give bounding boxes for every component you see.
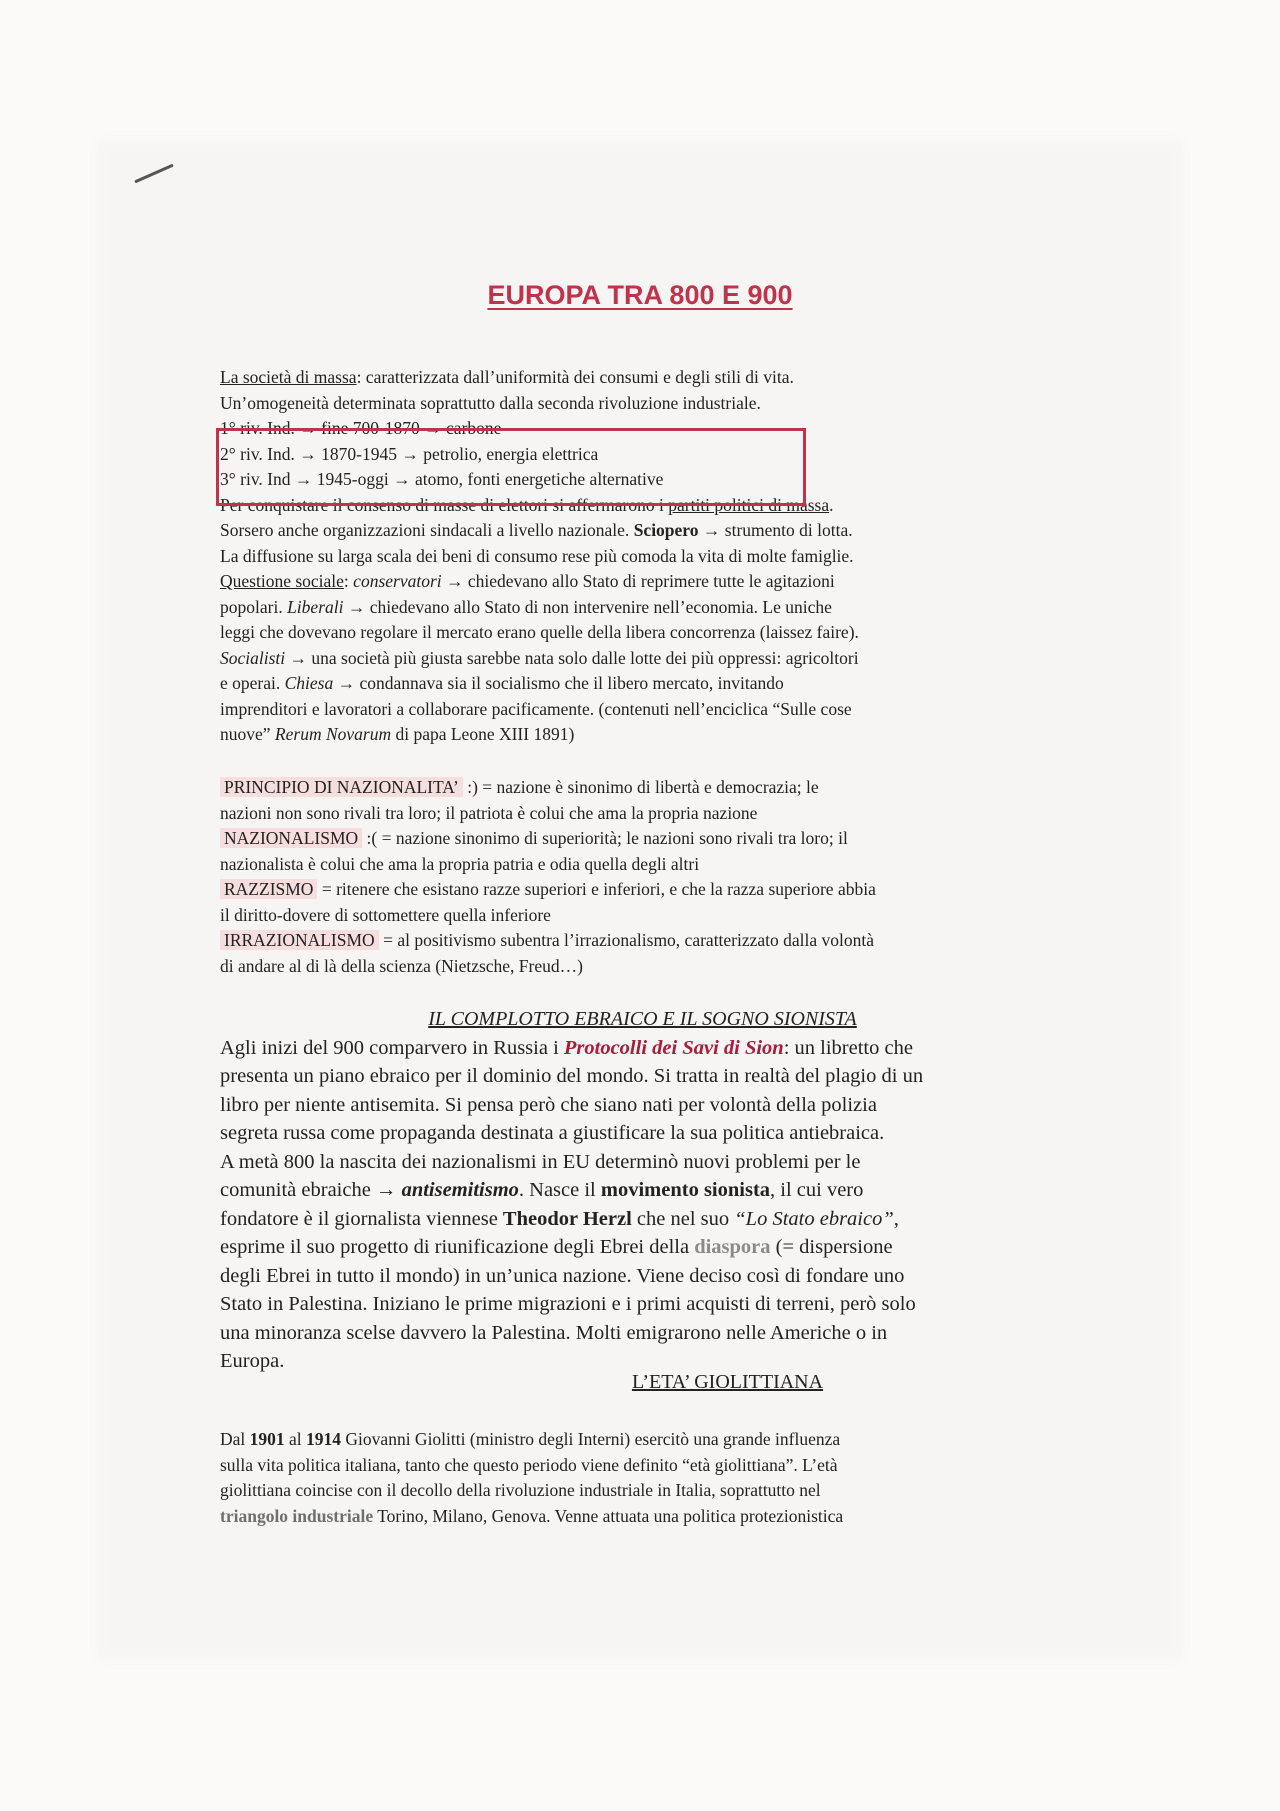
paragraph-line: imprenditori e lavoratori a collaborare pacificamente. (contenuti nell’enciclica “Sulle cose: [220, 698, 852, 719]
paragraph-line: La diffusione su larga scala dei beni di consumo rese più comoda la vita di molte famiglie.: [220, 545, 854, 566]
paragraph-line: fondatore è il giornalista viennese Theodor Herzl che nel suo “Lo Stato ebraico”,: [220, 1207, 899, 1230]
definition-line: nazioni non sono rivali tra loro; il patriota è colui che ama la propria nazione: [220, 802, 758, 823]
paragraph-line: nuove” Rerum Novarum di papa Leone XIII 1891): [220, 724, 575, 744]
paragraph-line: giolittiana coincise con il decollo della rivoluzione industriale in Italia, soprattutto nel: [220, 1480, 821, 1500]
definition-line: PRINCIPIO DI NAZIONALITA’ :) = nazione è sinonimo di libertà e democrazia; le: [220, 775, 1065, 801]
paragraph-line: una minoranza scelse davvero la Palestina. Molti emigrarono nelle Americhe o in: [220, 1321, 888, 1344]
giolitti-paragraph: [220, 1427, 1065, 1529]
paragraph-line: degli Ebrei in tutto il mondo) in un’unica nazione. Viene deciso così di fondare uno: [220, 1264, 905, 1287]
paragraph-line: Socialisti → una società più giusta sarebbe nata solo dalle lotte dei più oppressi: agricoltori: [220, 647, 859, 668]
paragraph-line: A metà 800 la nascita dei nazionalismi in EU determinò nuovi problemi per le: [220, 1150, 861, 1173]
definition-line: di andare al di là della scienza (Nietzsche, Freud…): [220, 955, 583, 976]
highlighted-term: RAZZISMO: [220, 879, 317, 899]
riv-item: 2° riv. Ind. → 1870-1945 → petrolio, energia elettrica: [220, 443, 599, 464]
paragraph-line: Agli inizi del 900 comparvero in Russia i Protocolli dei Savi di Sion: un libretto che: [220, 1036, 913, 1059]
section-heading: L’ETA’ GIOLITTIANA: [631, 1371, 824, 1393]
riv-item: 3° riv. Ind → 1945-oggi → atomo, fonti energetiche alternative: [220, 469, 664, 489]
highlighted-term: NAZIONALISMO: [220, 828, 362, 848]
definition-line: RAZZISMO = ritenere che esistano razze superiori e inferiori, e che la razza superiore abbia: [220, 877, 1065, 903]
page-title: EUROPA TRA 800 E 900: [487, 280, 793, 310]
definitions-section: [220, 775, 1065, 979]
highlighted-term: PRINCIPIO DI NAZIONALITA’: [220, 777, 463, 797]
definition-line: NAZIONALISMO :( = nazione sinonimo di superiorità; le nazioni sono rivali tra loro; il: [220, 826, 1065, 852]
paragraph-line: presenta un piano ebraico per il dominio del mondo. Si tratta in realtà del plagio di un: [220, 1065, 924, 1087]
paragraph-line: Stato in Palestina. Iniziano le prime migrazioni e i primi acquisti di terreni, però solo: [220, 1293, 916, 1315]
paragraph-line: comunità ebraiche → antisemitismo. Nasce il movimento sionista, il cui vero: [220, 1179, 864, 1201]
paragraph-line: Per conquistare il consenso di masse di elettori si affermarono i partiti politici di massa.: [220, 494, 834, 515]
zionism-section: [220, 1005, 1065, 1376]
section-heading: IL COMPLOTTO EBRAICO E IL SOGNO SIONISTA: [428, 1008, 857, 1030]
giolitti-section: [220, 1370, 1065, 1396]
paragraph-line: libro per niente antisemita. Si pensa però che siano nati per volontà della polizia: [220, 1093, 877, 1116]
definition-line: nazionalista è colui che ama la propria patria e odia quella degli altri: [220, 853, 700, 874]
paragraph-line: popolari. Liberali → chiedevano allo Stato di non intervenire nell’economia. Le uniche: [220, 596, 832, 617]
highlighted-term: IRRAZIONALISMO: [220, 930, 379, 950]
paragraph-line: leggi che dovevano regolare il mercato erano quelle della libera concorrenza (laissez faire).: [220, 622, 859, 642]
mass-society-section: [220, 365, 1065, 748]
paragraph-line: La società di massa: caratterizzata dall’uniformità dei consumi e degli stili di vita.: [220, 367, 794, 387]
paragraph-line: triangolo industriale Torino, Milano, Genova. Venne attuata una politica protezionistica: [220, 1505, 844, 1526]
definition-line: IRRAZIONALISMO = al positivismo subentra l’irrazionalismo, caratterizzato dalla volontà: [220, 928, 1065, 954]
paragraph-line: segreta russa come propaganda destinata a giustificare la sua politica antiebraica.: [220, 1122, 885, 1144]
paragraph-line: Un’omogeneità determinata soprattutto dalla seconda rivoluzione industriale.: [220, 392, 761, 413]
riv-item: 1° riv. Ind. → fine 700-1870 → carbone: [220, 418, 502, 438]
paragraph-line: sulla vita politica italiana, tanto che questo periodo viene definito “età giolittiana”. L’età: [220, 1454, 838, 1475]
paragraph-line: e operai. Chiesa → condannava sia il socialismo che il libero mercato, invitando: [220, 673, 784, 693]
paragraph-line: Questione sociale: conservatori → chiedevano allo Stato di reprimere tutte le agitazioni: [220, 571, 835, 591]
paragraph-line: Sorsero anche organizzazioni sindacali a livello nazionale. Sciopero → strumento di lotta.: [220, 520, 853, 540]
definition-line: il diritto-dovere di sottomettere quella inferiore: [220, 904, 551, 925]
underlined-term: La società di massa: [220, 367, 357, 387]
paragraph-line: Europa.: [220, 1350, 285, 1372]
paragraph-line: esprime il suo progetto di riunificazione degli Ebrei della diaspora (= dispersione: [220, 1236, 893, 1258]
industrial-revolutions-box: [216, 428, 806, 506]
paragraph-line: Dal 1901 al 1914 Giovanni Giolitti (ministro degli Interni) esercitò una grande influenza: [220, 1429, 841, 1449]
